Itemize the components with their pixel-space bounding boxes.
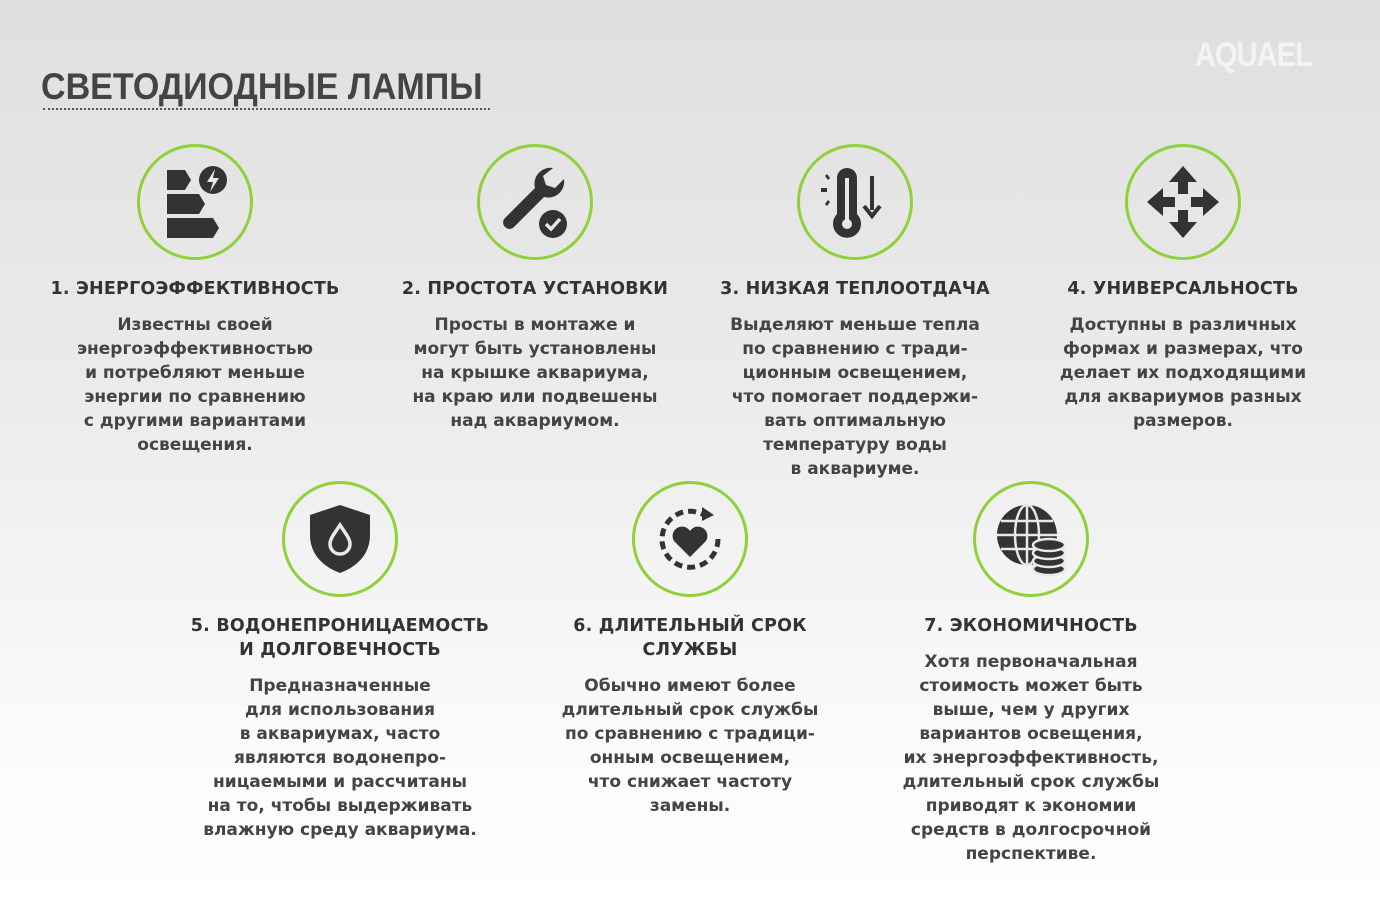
feature-text: Доступны в различных формах и размерах, что делает их подходящими для аквариумов разных размеров. [1059,315,1307,431]
icon-ring [973,481,1089,597]
feature-text: Предназначенные для использования в аквариумах, часто являются водонепро- ницаемыми и рассчитаны на то, чтобы выдерживать влажную среду аквариума. [203,676,477,840]
thermometer-down-icon [817,164,893,240]
feature-title: 6. ДЛИТЕЛЬНЫЙ СРОК СЛУЖБЫ [573,616,807,660]
icon-ring [1125,144,1241,260]
feature-versatility [1023,144,1343,433]
feature-easy-install [375,144,695,433]
feature-text: Хотя первоначальная стоимость может быть выше, чем у других вариантов освещения, их энергоэффективность, длительный срок службы приводят к экономии средств в долгосрочной перспективе. [902,652,1160,864]
feature-title: 7. ЭКОНОМИЧНОСТЬ [924,616,1138,636]
feature-title: 3. НИЗКАЯ ТЕПЛООТДАЧА [720,279,990,299]
wrench-check-icon [497,164,573,240]
feature-long-life [530,481,850,818]
feature-title: 2. ПРОСТОТА УСТАНОВКИ [401,279,669,299]
icon-ring [477,144,593,260]
feature-low-heat [695,144,1015,481]
feature-economy [871,481,1191,866]
feature-title: 1. ЭНЕРГОЭФФЕКТИВНОСТЬ [50,279,340,299]
feature-text: Обычно имеют более длительный срок службы по сравнению с традици- онным освещением, что снижает частоту замены. [561,676,819,816]
arrows-all-directions-icon [1145,164,1221,240]
energy-label-icon [157,164,233,240]
feature-title: 4. УНИВЕРСАЛЬНОСТЬ [1067,279,1299,299]
shield-drop-icon [302,501,378,577]
feature-energy-efficiency [35,144,355,457]
icon-ring [137,144,253,260]
brand-logo: AQUAEL [1195,36,1312,74]
feature-text: Просты в монтаже и могут быть установлены на крышке аквариума, на краю или подвешены над аквариумом. [412,315,658,431]
feature-text: Выделяют меньше тепла по сравнению с тради- ционным освещением, что помогает поддержи- вать оптимальную температуру воды в аквариуме. [730,315,980,479]
heart-cycle-icon [652,501,728,577]
feature-title: 5. ВОДОНЕПРОНИЦАЕМОСТЬ И ДОЛГОВЕЧНОСТЬ [190,616,490,660]
feature-text: Известны своей энергоэффективностью и потребляют меньше энергии по сравнению с другими вариантами освещения. [76,315,314,455]
feature-waterproof [180,481,500,842]
icon-ring [632,481,748,597]
icon-ring [282,481,398,597]
page-title: СВЕТОДИОДНЫЕ ЛАМПЫ [41,66,483,107]
globe-coins-icon [993,501,1069,577]
icon-ring [797,144,913,260]
title-divider [43,108,490,110]
